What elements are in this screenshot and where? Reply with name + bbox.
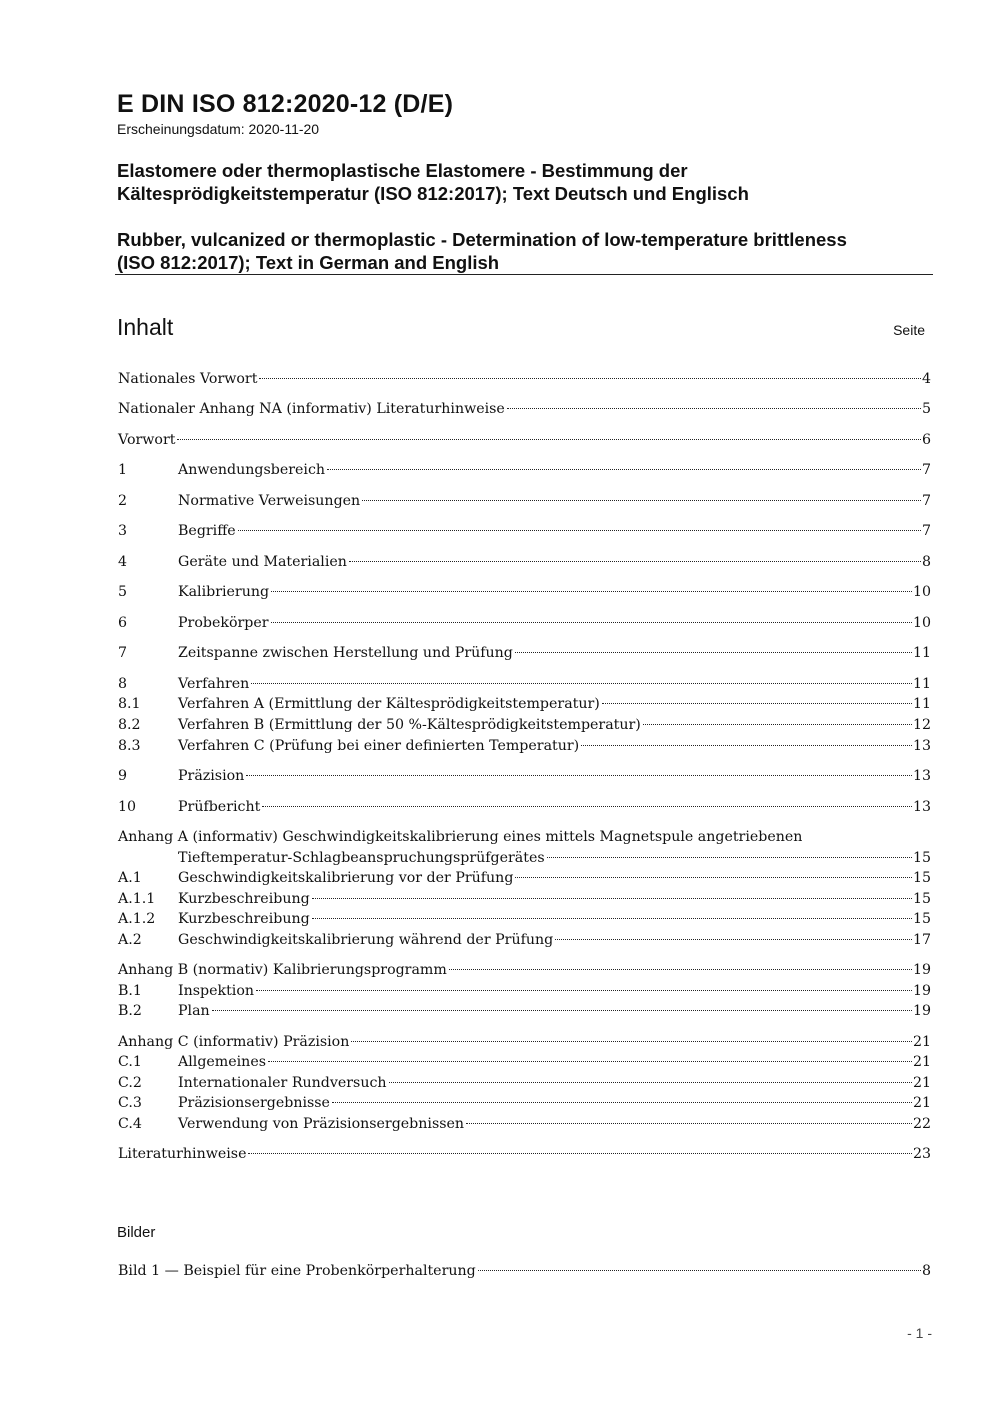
english-title-line-2: (ISO 812:2017); Text in German and English — [117, 252, 500, 273]
toc-entry-number: C.4 — [118, 1116, 142, 1132]
toc-leader — [478, 1270, 921, 1271]
toc-entry-title: Tieftemperatur-Schlagbeanspruchungsprüfgerätes — [178, 850, 545, 866]
toc-entry[interactable] — [118, 768, 931, 788]
toc-entry-page: 15 — [912, 911, 931, 927]
toc-entry-title: Verwendung von Präzisionsergebnissen — [178, 1116, 465, 1132]
toc-leader — [238, 530, 921, 531]
toc-leader — [515, 877, 912, 878]
toc-entry-page: 11 — [912, 676, 931, 692]
toc-entry-title: Anhang B (normativ) Kalibrierungsprogramm — [118, 962, 447, 978]
toc-entry-number: 4 — [118, 554, 128, 570]
toc-leader — [349, 561, 921, 562]
toc-leader — [271, 591, 912, 592]
toc-entry-title: Inspektion — [178, 983, 255, 999]
toc-entry-number: 7 — [118, 645, 128, 661]
toc-entry[interactable] — [118, 462, 931, 482]
toc-entry-title: Allgemeines — [178, 1054, 266, 1070]
toc-leader — [251, 683, 912, 684]
toc-entry[interactable] — [118, 584, 931, 604]
toc-leader — [507, 408, 921, 409]
page-column-label: Seite — [893, 322, 925, 338]
toc-entry-title: Literaturhinweise — [118, 1146, 247, 1162]
toc-entry[interactable] — [178, 850, 931, 870]
toc-heading: Inhalt — [117, 314, 174, 340]
toc-entry-title: Vorwort — [118, 432, 176, 448]
toc-entry-page: 12 — [912, 717, 931, 733]
toc-leader — [177, 439, 921, 440]
toc-leader — [312, 898, 912, 899]
document-number: E DIN ISO 812:2020-12 (D/E) — [117, 90, 454, 118]
toc-entry-title: Kalibrierung — [178, 584, 270, 600]
toc-entry-page: 13 — [912, 738, 931, 754]
toc-entry-title: Nationales Vorwort — [118, 371, 258, 387]
figure-entry[interactable] — [118, 1263, 931, 1283]
figure-entry-page: 8 — [921, 1263, 931, 1279]
toc-leader — [259, 378, 921, 379]
toc-entry-page: 10 — [912, 615, 931, 631]
toc-entry[interactable] — [118, 1095, 931, 1115]
toc-entry[interactable] — [118, 932, 931, 952]
german-title — [117, 159, 937, 205]
toc-entry-number: 2 — [118, 493, 128, 509]
toc-entry[interactable] — [118, 645, 931, 665]
toc-entry-number: A.1 — [118, 870, 142, 886]
toc-entry-title: Begriffe — [178, 523, 236, 539]
toc-entry-number: A.1.1 — [118, 891, 156, 907]
toc-entry[interactable] — [118, 962, 931, 982]
german-title-line-2: Kältesprödigkeitstemperatur (ISO 812:2017); Text Deutsch und Englisch — [117, 183, 749, 204]
toc-entry-number: C.3 — [118, 1095, 142, 1111]
toc-leader — [389, 1082, 912, 1083]
toc-entry[interactable] — [118, 696, 931, 716]
toc-leader — [351, 1041, 912, 1042]
toc-leader — [643, 724, 912, 725]
toc-entry[interactable] — [118, 891, 931, 911]
toc-entry[interactable] — [118, 1034, 931, 1054]
figure-entry-title: Bild 1 — Beispiel für eine Probenkörperhalterung — [118, 1263, 476, 1279]
toc-entry[interactable] — [118, 983, 931, 1003]
toc-entry-title: Probekörper — [178, 615, 269, 631]
toc-entry[interactable] — [118, 1003, 931, 1023]
toc-entry[interactable] — [118, 401, 931, 421]
toc-leader — [246, 775, 912, 776]
toc-entry-page: 13 — [912, 799, 931, 815]
toc-entry[interactable] — [118, 523, 931, 543]
toc-entry-number: 8.3 — [118, 738, 141, 754]
toc-leader — [327, 469, 921, 470]
toc-leader — [555, 939, 912, 940]
toc-leader — [602, 703, 912, 704]
toc-entry-page: 17 — [912, 932, 931, 948]
toc-entry-title: Prüfbericht — [178, 799, 261, 815]
toc-entry[interactable] — [118, 1116, 931, 1136]
toc-leader — [547, 857, 912, 858]
toc-entry-number: B.2 — [118, 1003, 142, 1019]
toc-entry-page: 7 — [921, 462, 931, 478]
toc-entry[interactable] — [118, 870, 931, 890]
publication-date: Erscheinungsdatum: 2020-11-20 — [117, 121, 320, 137]
toc-entry-title: Anwendungsbereich — [178, 462, 326, 478]
english-title — [117, 228, 937, 274]
toc-entry-title: Geschwindigkeitskalibrierung während der Prüfung — [178, 932, 554, 948]
toc-entry-title: Kurzbeschreibung — [178, 911, 310, 927]
toc-entry-title: Verfahren C (Prüfung bei einer definierten Temperatur) — [178, 738, 580, 754]
toc-entry-page: 4 — [921, 371, 931, 387]
toc-entry[interactable] — [118, 717, 931, 737]
toc-entry-page: 23 — [912, 1146, 931, 1162]
toc-entry-number: A.2 — [118, 932, 142, 948]
toc-leader — [581, 745, 912, 746]
toc-leader — [449, 969, 912, 970]
toc-entry-page: 13 — [912, 768, 931, 784]
toc-entry[interactable] — [118, 676, 931, 696]
toc-entry-number: 3 — [118, 523, 128, 539]
toc-leader — [515, 652, 912, 653]
toc-entry-page: 22 — [912, 1116, 931, 1132]
toc-entry-number: A.1.2 — [118, 911, 156, 927]
toc-entry-title: Kurzbeschreibung — [178, 891, 310, 907]
toc-leader — [262, 806, 912, 807]
toc-entry-page: 19 — [912, 983, 931, 999]
toc-leader — [466, 1123, 912, 1124]
english-title-line-1: Rubber, vulcanized or thermoplastic - Determination of low-temperature brittleness — [117, 229, 847, 250]
toc-entry-page: 5 — [921, 401, 931, 417]
toc-entry-number: 1 — [118, 462, 128, 478]
toc-entry-number: 8.1 — [118, 696, 141, 712]
toc-entry-title: Zeitspanne zwischen Herstellung und Prüfung — [178, 645, 513, 661]
toc-entry[interactable] — [118, 738, 931, 758]
toc-entry[interactable] — [118, 554, 931, 574]
toc-entry-number: 9 — [118, 768, 128, 784]
toc-entry-number: 10 — [118, 799, 137, 815]
toc-entry-page: 21 — [912, 1034, 931, 1050]
toc-entry-page: 8 — [921, 554, 931, 570]
toc-entry-page: 11 — [912, 645, 931, 661]
toc-entry-title: Nationaler Anhang NA (informativ) Literaturhinweise — [118, 401, 505, 417]
toc-leader — [256, 990, 912, 991]
toc-entry-title: Geschwindigkeitskalibrierung vor der Prüfung — [178, 870, 514, 886]
toc-entry-title: Plan — [178, 1003, 210, 1019]
toc-entry-number: C.1 — [118, 1054, 142, 1070]
toc-entry[interactable] — [118, 1054, 931, 1074]
toc-entry-title: Normative Verweisungen — [178, 493, 361, 509]
toc-entry-page: 21 — [912, 1095, 931, 1111]
toc-entry-title: Geräte und Materialien — [178, 554, 347, 570]
title-divider — [115, 274, 933, 275]
toc-entry-page: 21 — [912, 1054, 931, 1070]
toc-entry-page: 11 — [912, 696, 931, 712]
toc-entry-page: 6 — [921, 432, 931, 448]
toc-entry-page: 19 — [912, 962, 931, 978]
page-number: - 1 - — [907, 1325, 932, 1341]
toc-entry-page: 7 — [921, 493, 931, 509]
german-title-line-1: Elastomere oder thermoplastische Elastomere - Bestimmung der — [117, 160, 688, 181]
toc-entry-number: 5 — [118, 584, 128, 600]
toc-entry-number: 8.2 — [118, 717, 141, 733]
toc-entry[interactable] — [118, 493, 931, 513]
toc-entry[interactable] — [118, 911, 931, 931]
toc-leader — [268, 1061, 912, 1062]
toc-entry-number: C.2 — [118, 1075, 142, 1091]
toc-leader — [212, 1010, 912, 1011]
toc-entry-number: 8 — [118, 676, 128, 692]
toc-entry[interactable] — [118, 371, 931, 391]
toc-entry-title: Anhang C (informativ) Präzision — [118, 1034, 350, 1050]
toc-entry-title: Internationaler Rundversuch — [178, 1075, 387, 1091]
toc-entry-page: 15 — [912, 891, 931, 907]
toc-leader — [332, 1102, 912, 1103]
toc-entry-number: B.1 — [118, 983, 142, 999]
toc-entry-page: 15 — [912, 850, 931, 866]
toc-entry-title: Präzisionsergebnisse — [178, 1095, 330, 1111]
toc-entry-page: 7 — [921, 523, 931, 539]
toc-entry-title: Anhang A (informativ) Geschwindigkeitskalibrierung eines mittels Magnetspule angetriebenen — [118, 829, 803, 845]
toc-leader — [248, 1153, 911, 1154]
toc-entry[interactable] — [118, 1146, 931, 1166]
toc-entry-page: 10 — [912, 584, 931, 600]
toc-entry-page: 21 — [912, 1075, 931, 1091]
toc-entry-title: Präzision — [178, 768, 245, 784]
toc-leader — [312, 918, 912, 919]
figures-heading: Bilder — [117, 1224, 156, 1241]
toc-entry-page: 15 — [912, 870, 931, 886]
toc-entry-title: Verfahren A (Ermittlung der Kältesprödigkeitstemperatur) — [178, 696, 600, 712]
toc-entry-title: Verfahren — [178, 676, 250, 692]
toc-entry-number: 6 — [118, 615, 128, 631]
toc-entry[interactable] — [118, 1075, 931, 1095]
toc-leader — [362, 500, 921, 501]
toc-leader — [271, 622, 912, 623]
toc-entry[interactable] — [118, 615, 931, 635]
toc-entry[interactable] — [118, 799, 931, 819]
toc-entry[interactable] — [118, 432, 931, 452]
toc-entry[interactable] — [118, 829, 931, 849]
toc-entry-page: 19 — [912, 1003, 931, 1019]
toc-entry-title: Verfahren B (Ermittlung der 50 %-Kältesprödigkeitstemperatur) — [178, 717, 641, 733]
